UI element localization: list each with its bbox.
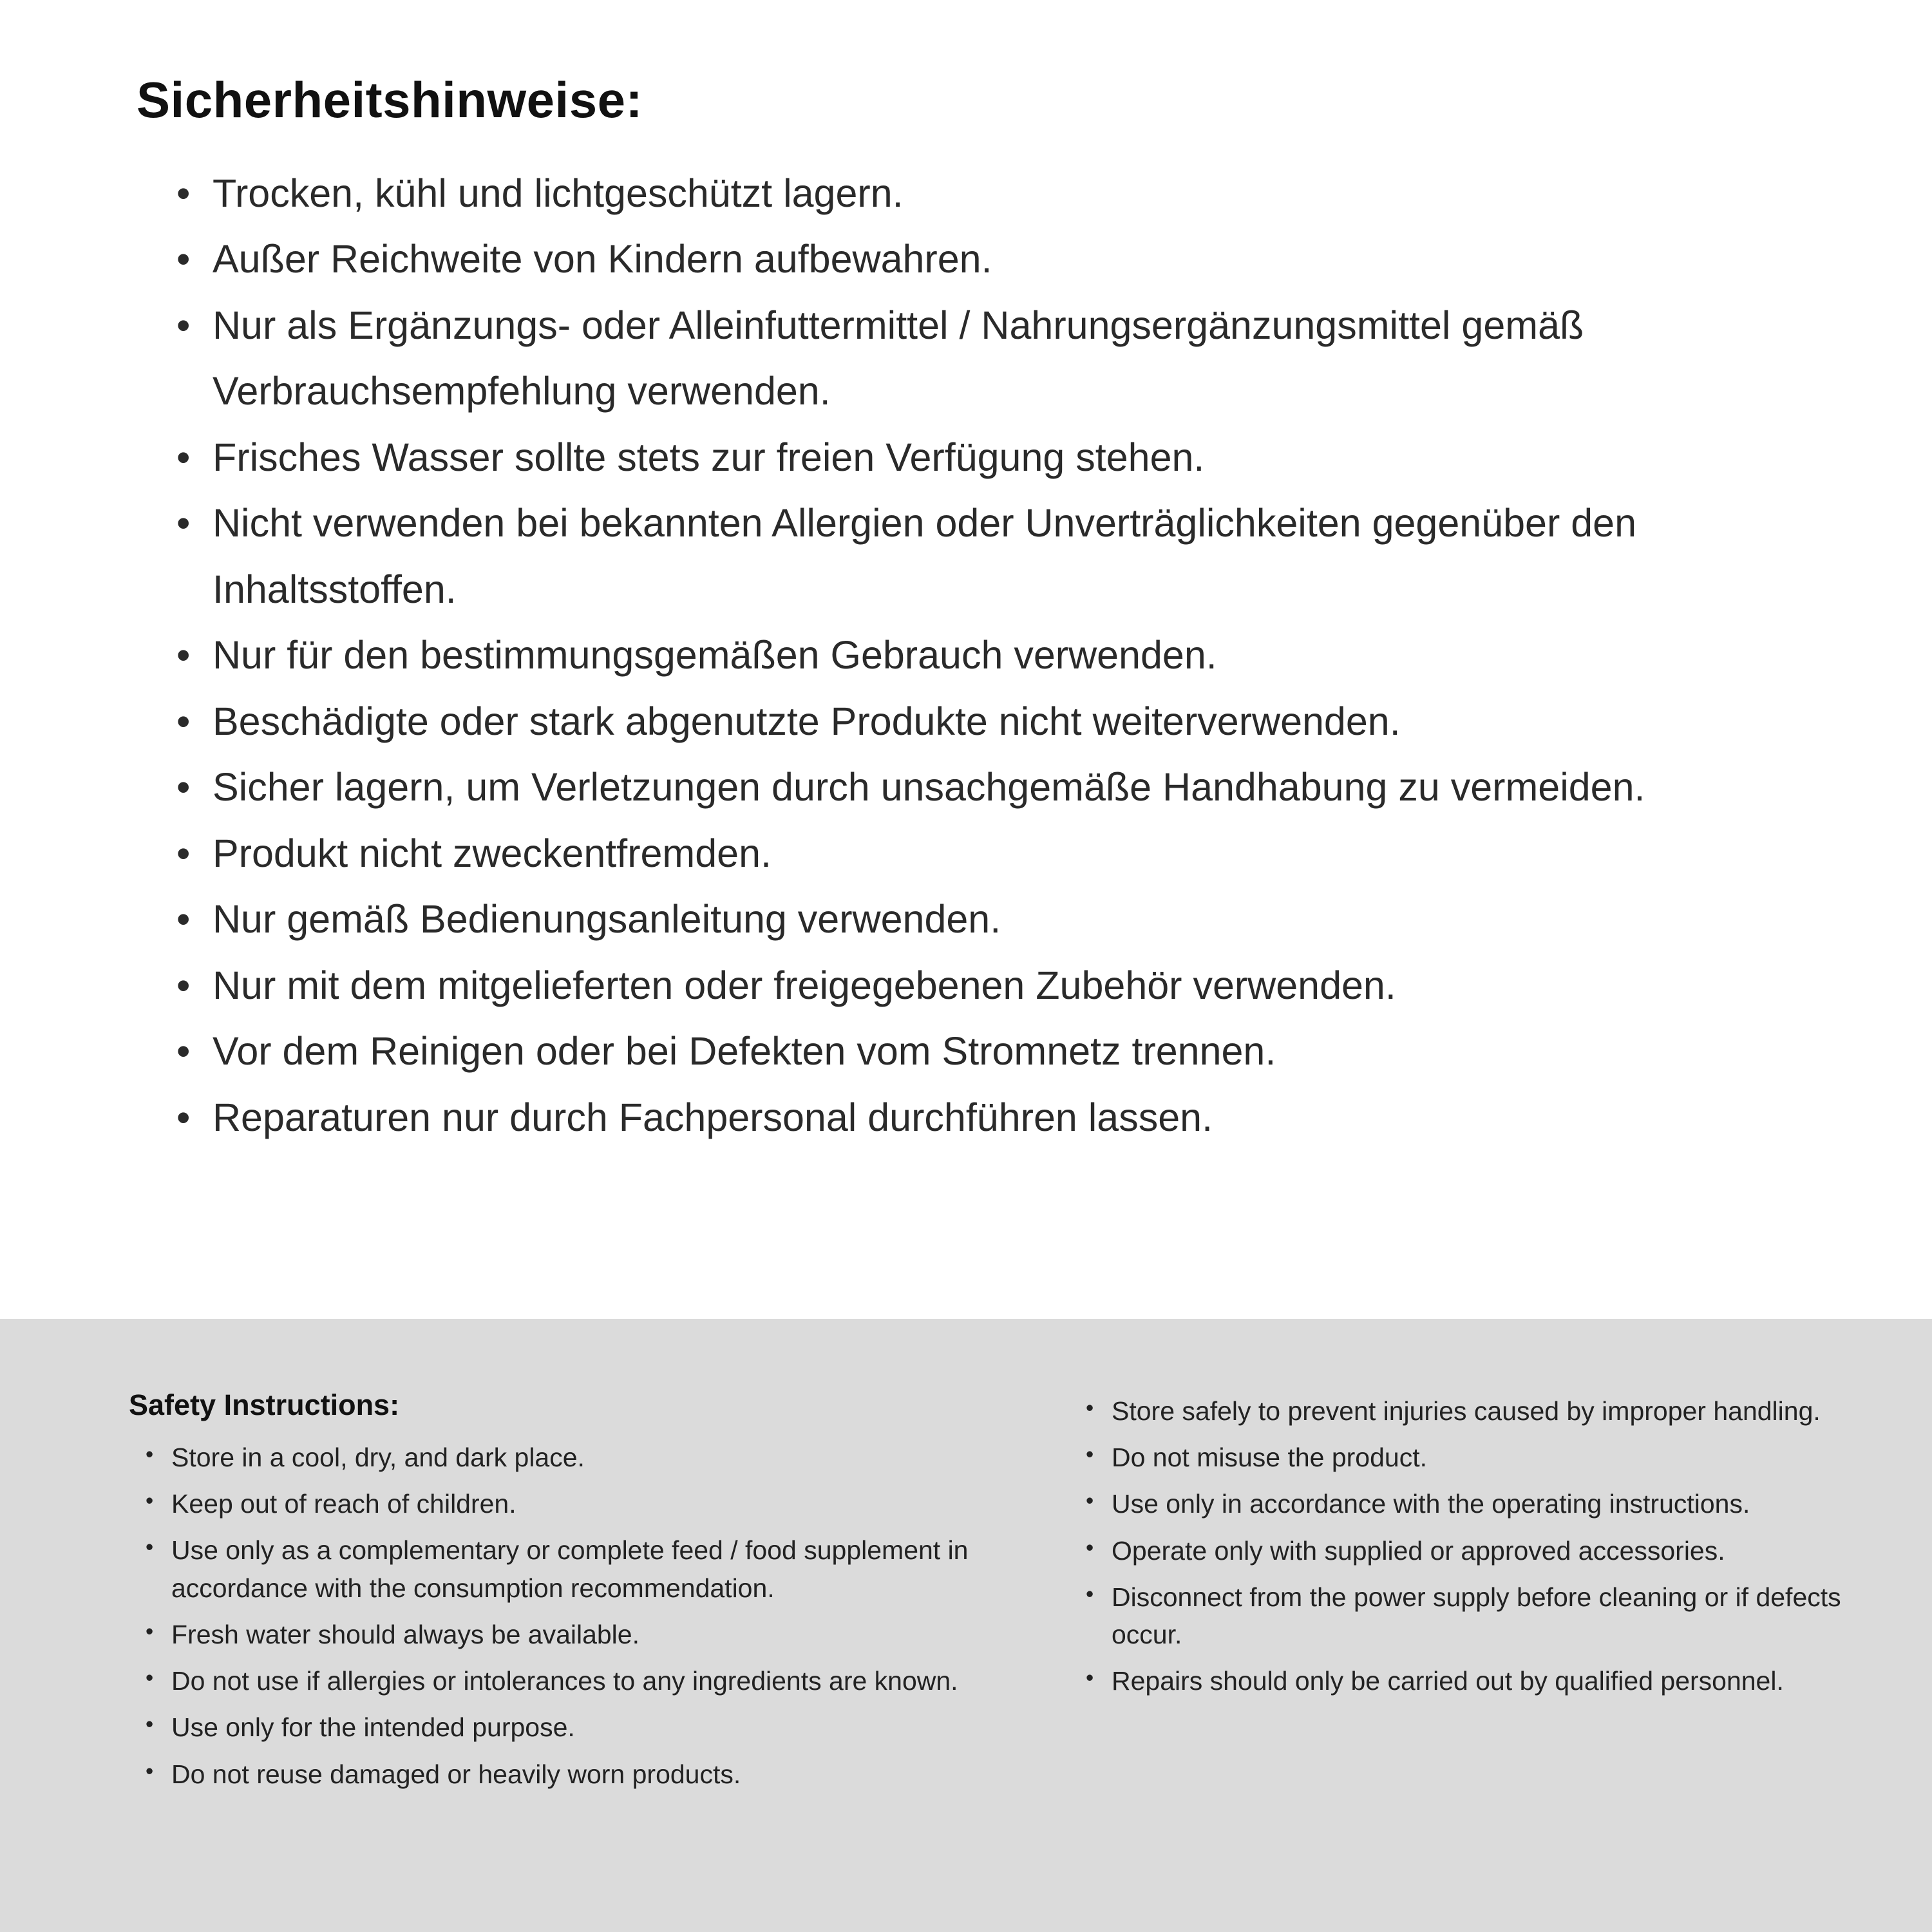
list-item: • Nur für den bestimmungsgemäßen Gebrauch verwenden. bbox=[176, 622, 1835, 688]
list-item: • Operate only with supplied or approved accessories. bbox=[1086, 1532, 1887, 1569]
list-item: • Repairs should only be carried out by qualified personnel. bbox=[1086, 1662, 1887, 1700]
list-item: • Store safely to prevent injuries caused by improper handling. bbox=[1086, 1392, 1887, 1430]
list-item: • Store in a cool, dry, and dark place. bbox=[146, 1439, 992, 1476]
list-item: • Beschädigte oder stark abgenutzte Produkte nicht weiterverwenden. bbox=[176, 688, 1835, 754]
list-item: • Nur mit dem mitgelieferten oder freigegebenen Zubehör verwenden. bbox=[176, 952, 1835, 1018]
list-item: • Use only in accordance with the operating instructions. bbox=[1086, 1485, 1887, 1522]
list-item: • Fresh water should always be available. bbox=[146, 1616, 992, 1653]
list-item: • Frisches Wasser sollte stets zur freien Verfügung stehen. bbox=[176, 424, 1835, 490]
list-item: • Vor dem Reinigen oder bei Defekten vom Stromnetz trennen. bbox=[176, 1018, 1835, 1084]
list-item: • Use only for the intended purpose. bbox=[146, 1709, 992, 1746]
list-item: • Use only as a complementary or complete feed / food supplement in accordance with the consumption recommendation. bbox=[146, 1531, 992, 1606]
english-section bbox=[0, 1319, 1932, 1932]
list-item: • Disconnect from the power supply before cleaning or if defects occur. bbox=[1086, 1578, 1887, 1653]
list-item: • Do not use if allergies or intolerances to any ingredients are known. bbox=[146, 1662, 992, 1700]
list-item: • Außer Reichweite von Kindern aufbewahren. bbox=[176, 226, 1835, 292]
list-item: • Keep out of reach of children. bbox=[146, 1485, 992, 1522]
english-left-column bbox=[129, 1388, 992, 1932]
list-item: • Reparaturen nur durch Fachpersonal durchführen lassen. bbox=[176, 1084, 1835, 1150]
english-left-list bbox=[129, 1439, 992, 1793]
list-item: • Do not reuse damaged or heavily worn products. bbox=[146, 1756, 992, 1793]
list-item: • Nicht verwenden bei bekannten Allergien oder Unverträglichkeiten gegenüber den Inhaltsstoffen. bbox=[176, 490, 1835, 622]
list-item: • Trocken, kühl und lichtgeschützt lagern. bbox=[176, 160, 1835, 226]
german-title: Sicherheitshinweise: bbox=[137, 71, 643, 128]
english-right-column bbox=[1069, 1388, 1887, 1932]
list-item: • Sicher lagern, um Verletzungen durch unsachgemäße Handhabung zu vermeiden. bbox=[176, 754, 1835, 820]
english-right-list bbox=[1069, 1392, 1887, 1700]
german-safety-list bbox=[137, 160, 1835, 1150]
list-item: • Nur als Ergänzungs- oder Alleinfuttermittel / Nahrungsergänzungsmittel gemäß Verbrauchsempfehlung verwenden. bbox=[176, 292, 1835, 424]
list-item: • Nur gemäß Bedienungsanleitung verwenden. bbox=[176, 886, 1835, 952]
list-item: • Do not misuse the product. bbox=[1086, 1439, 1887, 1476]
english-title: Safety Instructions: bbox=[129, 1388, 400, 1421]
list-item: • Produkt nicht zweckentfremden. bbox=[176, 820, 1835, 886]
